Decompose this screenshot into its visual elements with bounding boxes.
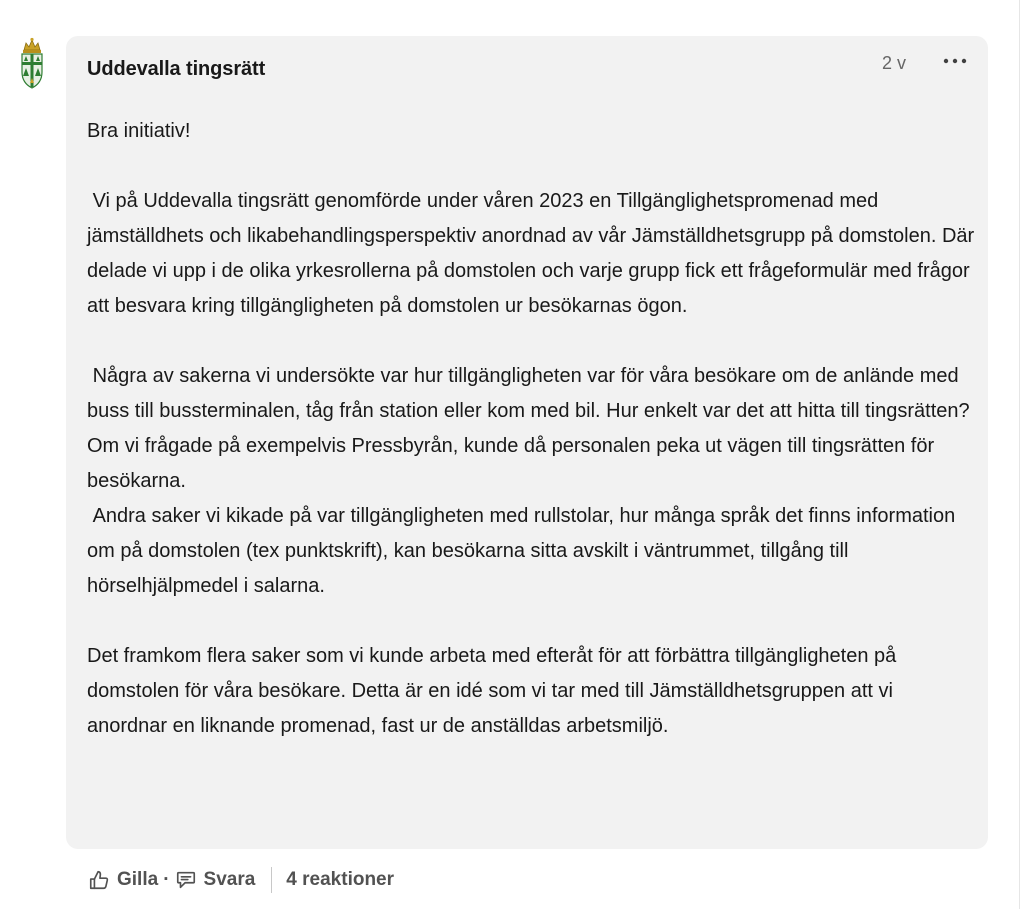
speech-bubble-icon [175, 869, 197, 891]
paragraph-gap [87, 149, 975, 184]
timestamp: 2 v [881, 53, 906, 73]
comment-bubble [66, 36, 988, 849]
reply-label: Svara [203, 869, 256, 890]
comment-body [87, 114, 980, 744]
more-options-button[interactable] [940, 46, 970, 76]
like-label: Gilla [117, 869, 159, 890]
paragraph-gap [87, 604, 975, 639]
author-name[interactable]: Uddevalla tingsrätt [87, 58, 266, 80]
action-separator: · [163, 869, 170, 890]
reactions-count-link[interactable]: 4 reaktioner [286, 869, 395, 890]
reply-button[interactable] [175, 869, 256, 891]
scroll-edge [1019, 0, 1020, 909]
ellipsis-icon [943, 57, 967, 65]
paragraph-gap [87, 324, 975, 359]
comment-paragraph: Bra initiativ! [87, 120, 191, 142]
coat-of-arms-icon [14, 36, 50, 92]
thumbs-up-icon [88, 869, 110, 891]
comment-actions [88, 866, 394, 894]
like-button[interactable] [88, 869, 158, 891]
comment-paragraph: Några av sakerna vi undersökte var hur tillgängligheten var för våra besökare om de anlände med buss till bussterminalen, tåg från station eller kom med bil. Hur enkelt var det att hitta till tingsrätten? Om vi frågade på exempelvis Pressbyrån, kunde då personalen peka ut vägen till tingsrätten för besökarna. Andra saker vi kikade på var tillgängligheten med rullstolar, hur många språk det finns information om på domstolen (tex punktskrift), kan besökarna sitta avskilt i väntrummet, tillgång till hörselhjälpmedel i salarna. [87, 365, 970, 597]
comment-paragraph: Det framkom flera saker som vi kunde arbeta med efteråt för att förbättra tillgängligheten på domstolen för våra besökare. Detta är en idé som vi tar med till Jämställdhetsgruppen att vi anordnar en liknande promenad, fast ur de anställdas arbetsmiljö. [87, 645, 902, 737]
comment-paragraph: Vi på Uddevalla tingsrätt genomförde under våren 2023 en Tillgänglighetspromenad med jämställdhets och likabehandlingsperspektiv anordnad av vår Jämställdhetsgrupp på domstolen. Där delade vi upp i de olika yrkesrollerna på domstolen och varje grupp fick ett frågeformulär med frågor att besvara kring tillgängligheten på domstolen ur besökarnas ögon. [87, 190, 980, 317]
actions-divider [271, 867, 272, 893]
author-avatar[interactable] [14, 36, 50, 92]
